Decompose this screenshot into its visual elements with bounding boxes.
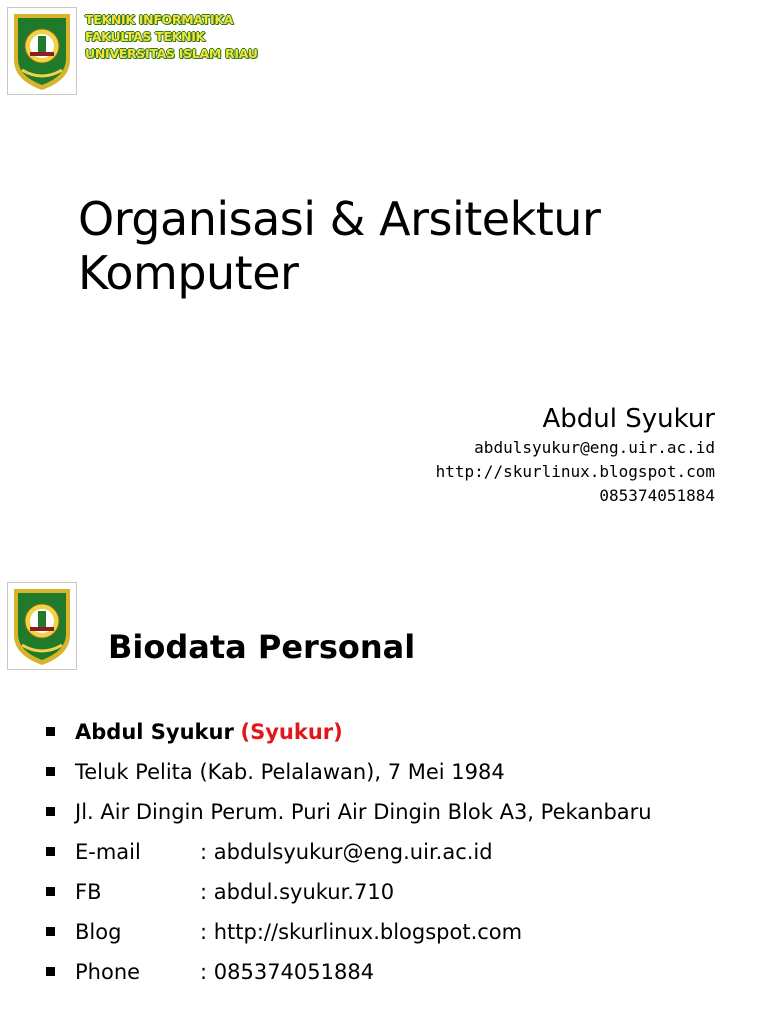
list-item-birth [46,752,652,792]
institution-line: FAKULTAS TEKNIK [85,29,205,44]
person-name: Abdul Syukur [75,720,234,744]
list-item-fb [46,872,652,912]
square-bullet-icon [46,727,55,736]
phone-value: : 085374051884 [200,960,375,984]
blog-value[interactable]: : http://skurlinux.blogspot.com [200,920,523,944]
section-heading: Biodata Personal [108,628,416,666]
square-bullet-icon [46,967,55,976]
list-item-phone [46,952,652,992]
list-item-address [46,792,652,832]
square-bullet-icon [46,807,55,816]
university-logo-icon [7,582,77,670]
slide-biodata [0,567,768,1024]
square-bullet-icon [46,847,55,856]
institution-line: TEKNIK INFORMATIKA [85,12,234,27]
institution-line: UNIVERSITAS ISLAM RIAU [85,46,258,61]
slide-title-text [78,192,600,300]
list-item-name [46,712,652,752]
author-phone: 085374051884 [599,486,715,505]
institution-text [85,11,258,62]
email-label: E-mail [75,840,141,864]
birth-text: Teluk Pelita (Kab. Pelalawan), 7 Mei 1984 [75,760,505,784]
author-name: Abdul Syukur [542,404,715,434]
list-item-email [46,832,652,872]
square-bullet-icon [46,927,55,936]
address-text: Jl. Air Dingin Perum. Puri Air Dingin Blok A3, Pekanbaru [75,800,652,824]
blog-label: Blog [75,920,122,944]
slide-separator [0,545,768,567]
title-line: Organisasi & Arsitektur [78,192,601,246]
person-nickname: (Syukur) [240,720,343,744]
phone-label: Phone [75,960,141,984]
author-email[interactable]: abdulsyukur@eng.uir.ac.id [474,438,715,457]
author-block [436,402,715,508]
fb-value: : abdul.syukur.710 [200,880,395,904]
biodata-list [46,712,652,992]
square-bullet-icon [46,887,55,896]
list-item-blog [46,912,652,952]
university-logo-icon [7,7,77,95]
author-website[interactable]: http://skurlinux.blogspot.com [435,462,715,481]
fb-label: FB [75,880,102,904]
email-value[interactable]: : abdulsyukur@eng.uir.ac.id [200,840,493,864]
title-line: Komputer [78,246,299,300]
square-bullet-icon [46,767,55,776]
